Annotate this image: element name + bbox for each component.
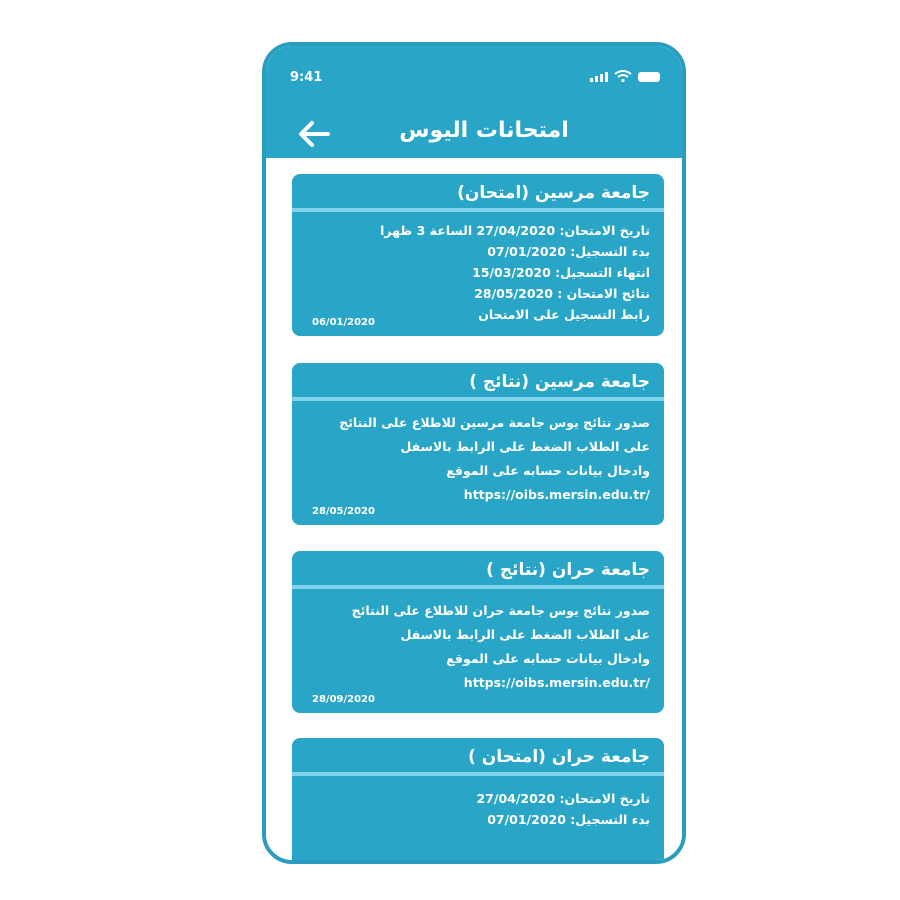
battery-icon <box>638 72 660 82</box>
exam-card[interactable] <box>292 174 664 336</box>
card-title: جامعة مرسين (امتحان) <box>292 174 664 212</box>
card-body <box>292 589 664 701</box>
card-title: جامعة حران (نتائج ) <box>292 551 664 589</box>
exam-card[interactable] <box>292 738 664 864</box>
card-line: صدور نتائج يوس جامعة مرسين للاطلاع على النتائج <box>339 415 650 430</box>
results-link[interactable]: https://oibs.mersin.edu.tr/ <box>463 487 650 502</box>
card-body <box>292 212 664 331</box>
card-date: 28/05/2020 <box>312 506 375 517</box>
card-line: تاريخ الامتحان: 27/04/2020 <box>476 791 650 806</box>
phone-frame <box>262 42 686 864</box>
wifi-icon <box>614 70 632 82</box>
signal-icon <box>590 72 608 82</box>
card-line: على الطلاب الضغط على الرابط بالاسفل <box>400 439 650 454</box>
card-line: وادخال بيانات حسابه على الموقع <box>446 463 650 478</box>
results-card[interactable] <box>292 363 664 525</box>
card-date: 06/01/2020 <box>312 317 375 328</box>
card-title: جامعة مرسين (نتائج ) <box>292 363 664 401</box>
card-line: بدء التسجيل: 07/01/2020 <box>487 244 650 259</box>
results-card[interactable] <box>292 551 664 713</box>
registration-link[interactable]: رابط التسجيل على الامتحان <box>478 307 650 322</box>
exam-list <box>266 158 682 860</box>
card-line: صدور نتائج يوس جامعة حران للاطلاع على النتائج <box>351 603 650 618</box>
card-date: 28/09/2020 <box>312 694 375 705</box>
results-link[interactable]: https://oibs.mersin.edu.tr/ <box>463 675 650 690</box>
card-title: جامعة حران (امتحان ) <box>292 738 664 776</box>
card-line: على الطلاب الضغط على الرابط بالاسفل <box>400 627 650 642</box>
card-line: وادخال بيانات حسابه على الموقع <box>446 651 650 666</box>
app-header <box>266 46 682 158</box>
card-line: انتهاء التسجيل: 15/03/2020 <box>472 265 650 280</box>
page-title: امتحانات اليوس <box>399 118 569 143</box>
card-body <box>292 401 664 513</box>
card-line: تاريخ الامتحان: 27/04/2020 الساعة 3 ظهرا <box>380 223 650 238</box>
card-body <box>292 776 664 836</box>
status-time: 9:41 <box>290 70 323 85</box>
status-icons <box>590 70 660 82</box>
card-line: نتائج الامتحان : 28/05/2020 <box>474 286 650 301</box>
card-line: بدء التسجيل: 07/01/2020 <box>487 812 650 827</box>
